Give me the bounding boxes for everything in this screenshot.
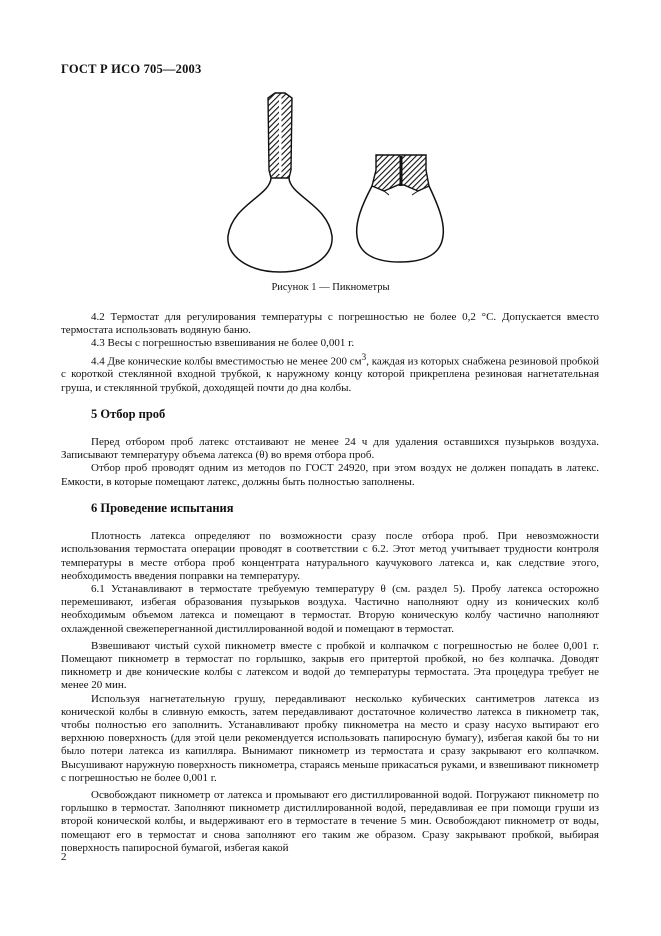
section-5-paragraph-2: Отбор проб проводят одним из методов по ГОСТ 24920, при этом воздух не должен попадать в латекс. Емкости, в которые помещают латекс, должны быть полностью заполнены. bbox=[61, 462, 599, 488]
page-number: 2 bbox=[61, 851, 67, 863]
paragraph-4-4-end: , каждая из которых снабжена резиновой пробкой с короткой стеклянной входной трубкой, к наружному концу которой прикреплена резиновая нагнетательная груша, и стеклянной трубкой, доходящей почти до дна колбы. bbox=[61, 355, 599, 394]
section-6-paragraph-2: 6.1 Устанавливают в термостате требуемую температуру θ (см. раздел 5). Пробу латекса осторожно перемешивают, избегая образования пузырьков воздуха. Частично наполняют одну из конических колб необходимым объемом латекса и помещают в термостат. Вторую коническую колбу частично наполняют охлажденной свежеперегнанной дистиллированной водой и помещают в термостат. bbox=[61, 582, 599, 635]
pycnometers-figure bbox=[0, 0, 661, 300]
section-6-heading: 6 Проведение испытания bbox=[91, 500, 234, 515]
section-6-paragraph-4: Используя нагнетательную грушу, передавливают несколько кубических сантиметров латекса из конической колбы в сливную емкость, затем передавливают достаточное количество латекса в пикнометр так, чтобы полностью его заполнить. Устанавливают пробку пикнометра на место и сразу насухо вытирают его верхнюю поверхность (для этой цели рекомендуется использовать папиросную бумагу), избегая какой бы то ни было потери латекса из капилляра. Вынимают пикнометр из термостата и сразу закрывают его колпачком. Высушивают наружную поверхность пикнометра, стараясь меньше прикасаться руками, и взвешивают пикнометр с погрешностью не более 0,001 г. bbox=[61, 692, 599, 784]
section-5-heading: 5 Отбор проб bbox=[91, 406, 166, 421]
section-6-paragraph-1: Плотность латекса определяют по возможности сразу после отбора проб. При невозможности использования термостата операции проводят в соответствии с 6.2. Этот метод учитывает трудности контроля температуры в месте отбора проб концентрата натурального каучукового латекса и, как следствие этого, необходимость введения поправки на температуру. bbox=[61, 530, 599, 582]
pycnometer-left bbox=[228, 93, 332, 272]
paragraph-4-2: 4.2 Термостат для регулирования температуры с погрешностью не более 0,2 °C. Допускается вместо термостата использовать водяную баню. bbox=[61, 311, 599, 337]
paragraph-4-4 bbox=[61, 351, 599, 395]
document-header: ГОСТ Р ИСО 705—2003 bbox=[61, 62, 202, 76]
figure-caption: Рисунок 1 — Пикнометры bbox=[271, 282, 390, 293]
paragraph-4-3: 4.3 Весы с погрешностью взвешивания не более 0,001 г. bbox=[91, 337, 355, 350]
pycnometer-right bbox=[357, 155, 444, 262]
section-5-paragraph-1: Перед отбором проб латекс отстаивают не менее 24 ч для удаления оставшихся пузырьков воздуха. Записывают температуру объема латекса (θ) во время отбора проб. bbox=[61, 436, 599, 462]
superscript-3: 3 bbox=[361, 351, 367, 362]
paragraph-4-4-start: 4.4 Две конические колбы вместимостью не менее 200 см bbox=[91, 355, 362, 368]
section-6-paragraph-5: Освобождают пикнометр от латекса и промывают его дистиллированной водой. Погружают пикнометр по горлышко в термостат. Заполняют пикнометр дистиллированной водой, передавливая ее при помощи груши из второй конической колбы, и выдерживают его в термостате в течение 5 мин. Освобождают пикнометр от воды, помещают его в термостат и снова заполняют его таким же образом. Сразу закрывают пробкой, выбирая поверхность папиросной бумагой, избегая какой bbox=[61, 788, 599, 854]
section-6-paragraph-3: Взвешивают чистый сухой пикнометр вместе с пробкой и колпачком с погрешностью не более 0,001 г. Помещают пикнометр в термостат по горлышко, закрыв его притертой пробкой, но без колпачка. Доводят пикнометр и две конические колбы с латексом и водой до температуры термостата. Эта процедура требует не менее 20 мин. bbox=[61, 639, 599, 692]
document-body bbox=[61, 311, 599, 855]
